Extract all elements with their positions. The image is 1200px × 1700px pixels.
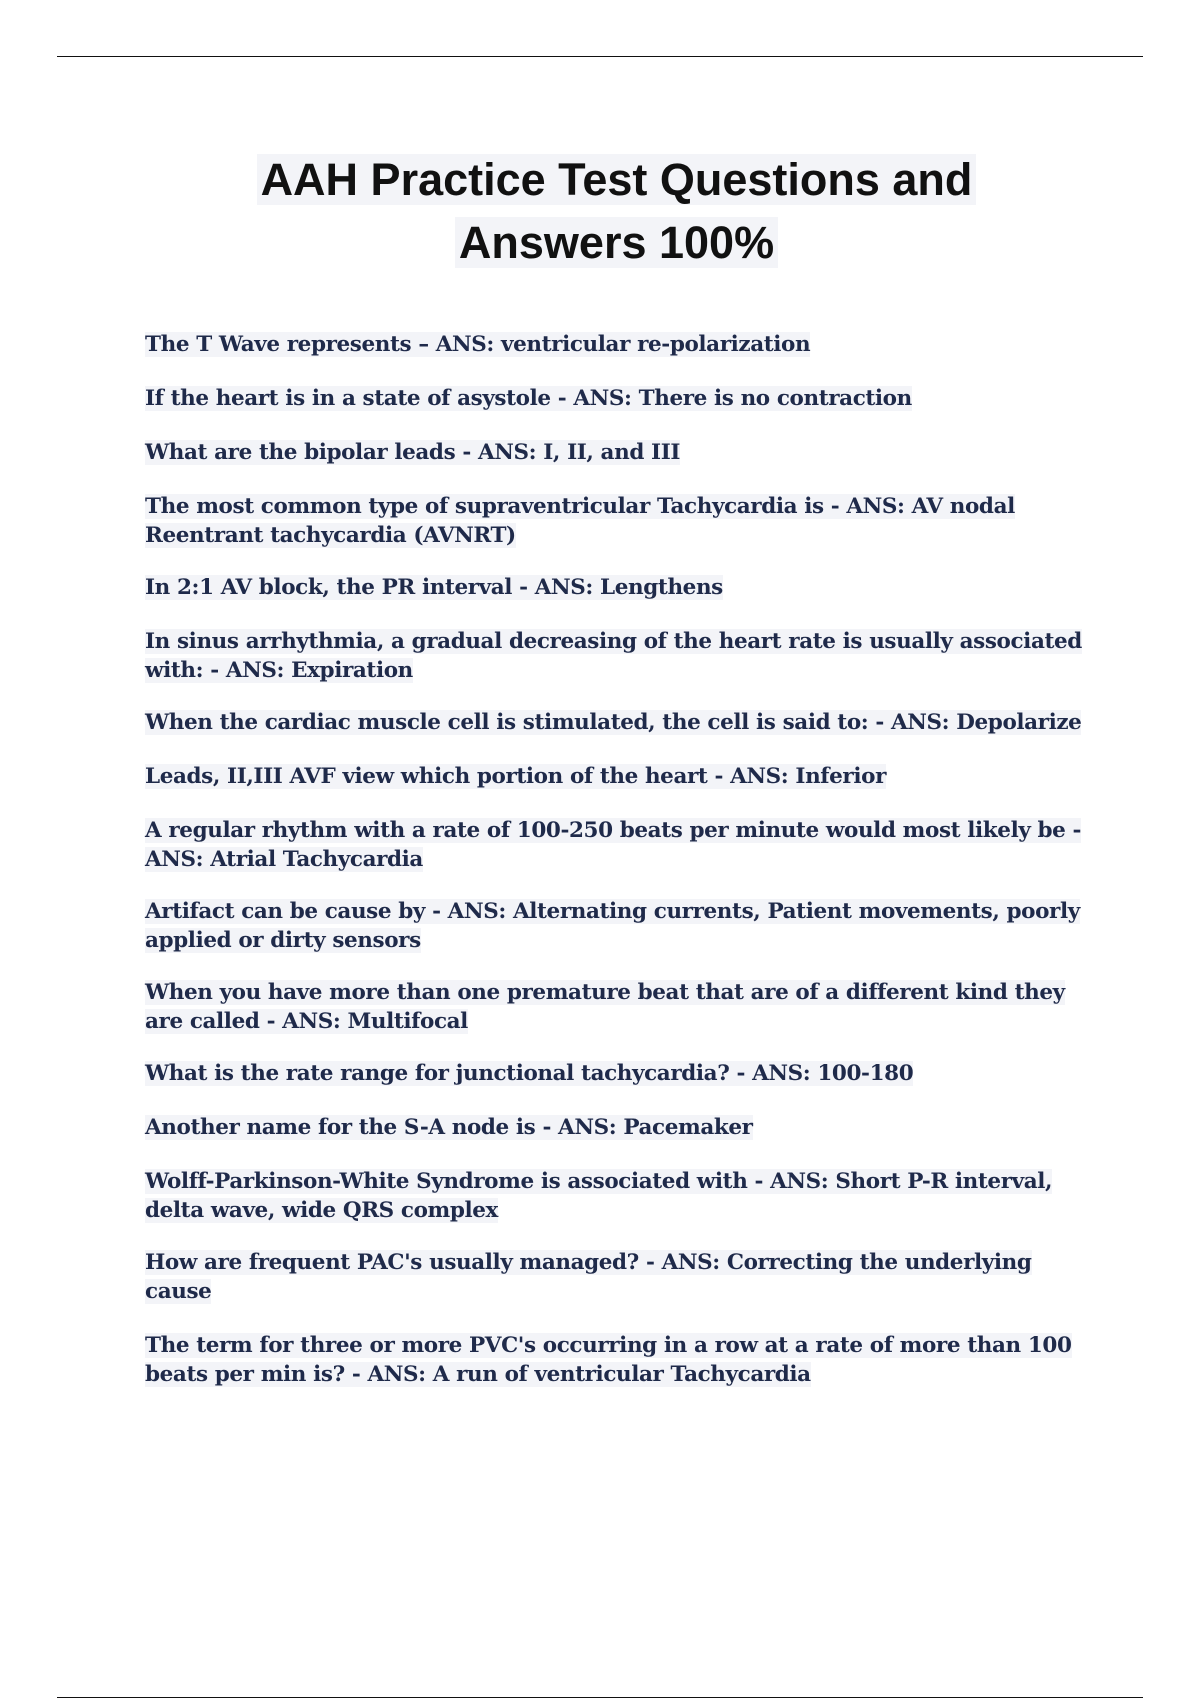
qa-item [145, 330, 1095, 359]
title-line-2: Answers 100% [455, 217, 778, 268]
qa-item [145, 708, 1095, 737]
qa-text: In sinus arrhythmia, a gradual decreasing of the heart rate is usually associated with: - ANS: Expiration [145, 629, 1082, 683]
title-line-1: AAH Practice Test Questions and [257, 154, 977, 205]
qa-text: Another name for the S-A node is - ANS: Pacemaker [145, 1115, 753, 1140]
qa-item [145, 762, 1095, 791]
qa-list [145, 330, 1095, 1389]
qa-item [145, 897, 1095, 955]
qa-text: When you have more than one premature beat that are of a different kind they are called - ANS: Multifocal [145, 980, 1065, 1034]
qa-text: The most common type of supraventricular Tachycardia is - ANS: AV nodal Reentrant tachycardia (AVNRT) [145, 494, 1015, 548]
document-title [0, 148, 1200, 274]
qa-text: Leads, II,III AVF view which portion of the heart - ANS: Inferior [145, 764, 886, 789]
qa-item [145, 1167, 1095, 1225]
qa-item [145, 384, 1095, 413]
qa-item [145, 1331, 1095, 1389]
qa-text: The term for three or more PVC's occurring in a row at a rate of more than 100 beats per min is? - ANS: A run of ventricular Tachycardia [145, 1333, 1072, 1387]
qa-text: What is the rate range for junctional tachycardia? - ANS: 100-180 [145, 1061, 914, 1086]
qa-item [145, 1059, 1095, 1088]
bottom-rule [57, 1697, 1143, 1698]
qa-text: How are frequent PAC's usually managed? - ANS: Correcting the underlying cause [145, 1250, 1032, 1304]
top-rule [57, 56, 1143, 57]
qa-item [145, 1248, 1095, 1306]
qa-item [145, 492, 1095, 550]
qa-item [145, 1113, 1095, 1142]
qa-text: If the heart is in a state of asystole - ANS: There is no contraction [145, 386, 912, 411]
qa-item [145, 438, 1095, 467]
qa-text: When the cardiac muscle cell is stimulated, the cell is said to: - ANS: Depolarize [145, 710, 1082, 735]
qa-text: What are the bipolar leads - ANS: I, II, and III [145, 440, 681, 465]
qa-text: Artifact can be cause by - ANS: Alternating currents, Patient movements, poorly applied or dirty sensors [145, 899, 1080, 953]
qa-text: In 2:1 AV block, the PR interval - ANS: Lengthens [145, 575, 723, 600]
qa-item [145, 627, 1095, 685]
qa-text: Wolff-Parkinson-White Syndrome is associated with - ANS: Short P-R interval, delta wave, wide QRS complex [145, 1169, 1053, 1223]
qa-text: A regular rhythm with a rate of 100-250 beats per minute would most likely be - ANS: Atrial Tachycardia [145, 818, 1082, 872]
qa-item [145, 978, 1095, 1036]
qa-text: The T Wave represents – ANS: ventricular re-polarization [145, 332, 811, 357]
qa-item [145, 816, 1095, 874]
qa-item [145, 573, 1095, 602]
